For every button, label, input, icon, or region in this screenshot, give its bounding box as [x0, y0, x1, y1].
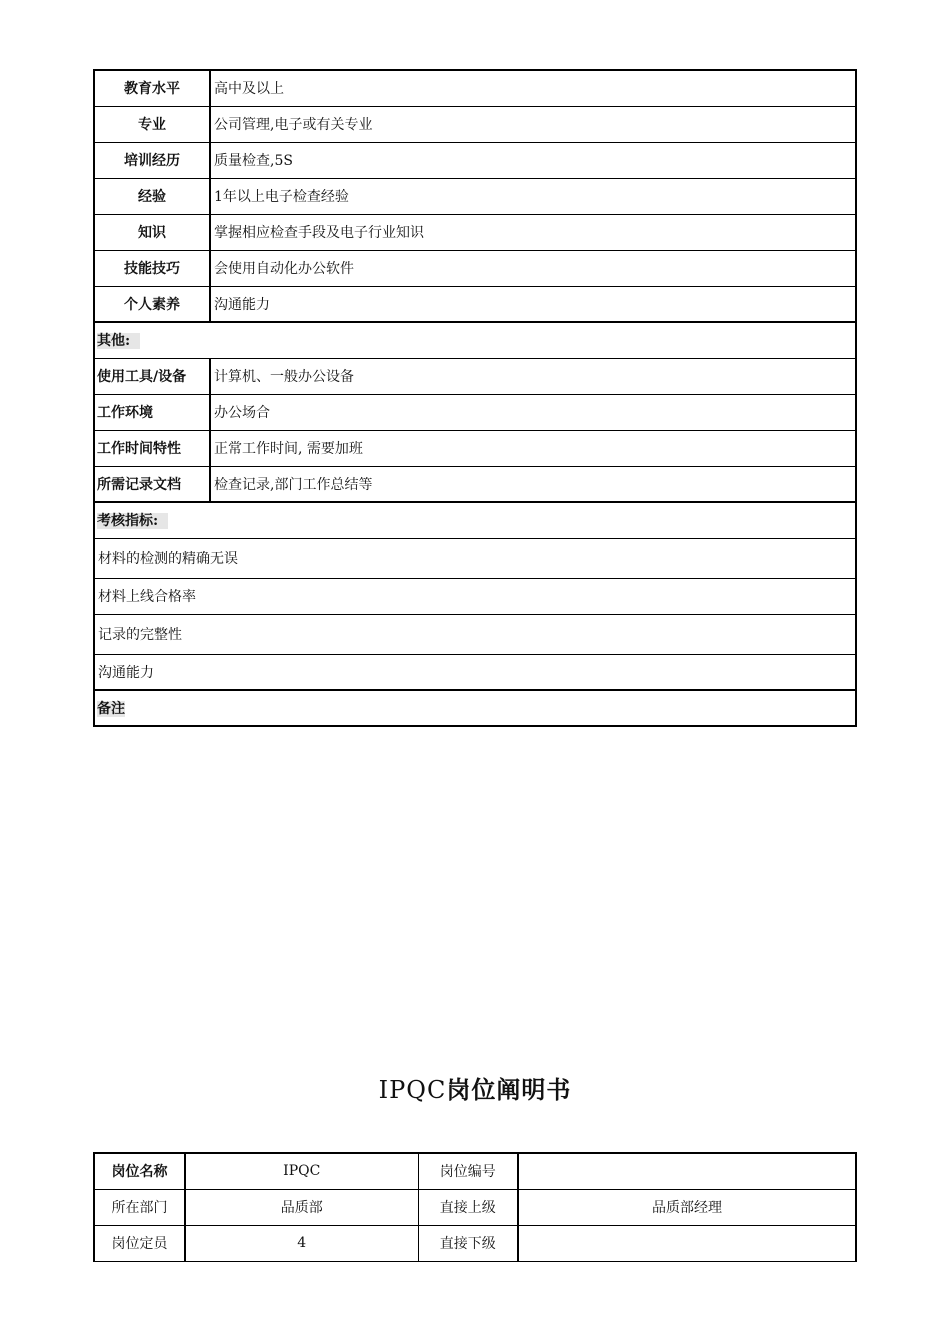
cell-value: IPQC: [185, 1153, 418, 1189]
row-label: 技能技巧: [94, 250, 210, 286]
row-label: 工作时间特性: [94, 430, 210, 466]
row-value: 质量检查,5S: [210, 142, 856, 178]
table-row: [94, 538, 856, 578]
table-row: [94, 142, 856, 178]
kpi-item: 材料的检测的精确无误: [94, 538, 856, 578]
table-row: [94, 466, 856, 502]
row-label: 专业: [94, 106, 210, 142]
table-row: [94, 214, 856, 250]
cell-value: [518, 1153, 856, 1189]
table-row: [94, 178, 856, 214]
row-value: 高中及以上: [210, 70, 856, 106]
row-value: 沟通能力: [210, 286, 856, 322]
table-row: [94, 358, 856, 394]
cell-value: [518, 1225, 856, 1261]
row-value: 会使用自动化办公软件: [210, 250, 856, 286]
row-label: 教育水平: [94, 70, 210, 106]
position-info-table: [93, 1152, 857, 1262]
kpi-item: 沟通能力: [94, 654, 856, 690]
section-header-row: [94, 690, 856, 726]
section-header-row: [94, 502, 856, 538]
table-row: [94, 1153, 856, 1189]
row-value: 计算机、一般办公设备: [210, 358, 856, 394]
table-row: [94, 106, 856, 142]
row-label: 经验: [94, 178, 210, 214]
cell-label: 岗位名称: [94, 1153, 185, 1189]
row-label: 培训经历: [94, 142, 210, 178]
table-row: [94, 1189, 856, 1225]
other-heading: 其他:: [97, 333, 140, 349]
row-value: 检查记录,部门工作总结等: [210, 466, 856, 502]
title-latin: IPQC: [378, 1076, 447, 1104]
kpi-item: 材料上线合格率: [94, 578, 856, 614]
title-cjk: 岗位阐明书: [446, 1075, 572, 1104]
cell-label: 直接下级: [418, 1225, 518, 1261]
kpi-item: 记录的完整性: [94, 614, 856, 654]
row-label: 工作环境: [94, 394, 210, 430]
section-header-row: [94, 322, 856, 358]
document-title: [0, 1070, 950, 1105]
row-value: 正常工作时间, 需要加班: [210, 430, 856, 466]
table-row: [94, 286, 856, 322]
kpi-heading: 考核指标:: [97, 513, 168, 529]
table-row: [94, 250, 856, 286]
table-row: [94, 430, 856, 466]
cell-value: 品质部经理: [518, 1189, 856, 1225]
row-value: 1年以上电子检查经验: [210, 178, 856, 214]
row-label: 知识: [94, 214, 210, 250]
cell-label: 岗位定员: [94, 1225, 185, 1261]
table-row: [94, 578, 856, 614]
table-row: [94, 614, 856, 654]
row-value: 办公场合: [210, 394, 856, 430]
cell-label: 所在部门: [94, 1189, 185, 1225]
table-row: [94, 70, 856, 106]
remarks-heading: 备注: [97, 701, 125, 717]
row-label: 所需记录文档: [94, 466, 210, 502]
row-label: 使用工具/设备: [94, 358, 210, 394]
row-label: 个人素养: [94, 286, 210, 322]
requirements-table: [93, 69, 857, 727]
cell-label: 直接上级: [418, 1189, 518, 1225]
row-value: 公司管理,电子或有关专业: [210, 106, 856, 142]
row-value: 掌握相应检查手段及电子行业知识: [210, 214, 856, 250]
cell-value: 品质部: [185, 1189, 418, 1225]
table-row: [94, 1225, 856, 1261]
cell-label: 岗位编号: [418, 1153, 518, 1189]
table-row: [94, 394, 856, 430]
cell-value: 4: [185, 1225, 418, 1261]
table-row: [94, 654, 856, 690]
